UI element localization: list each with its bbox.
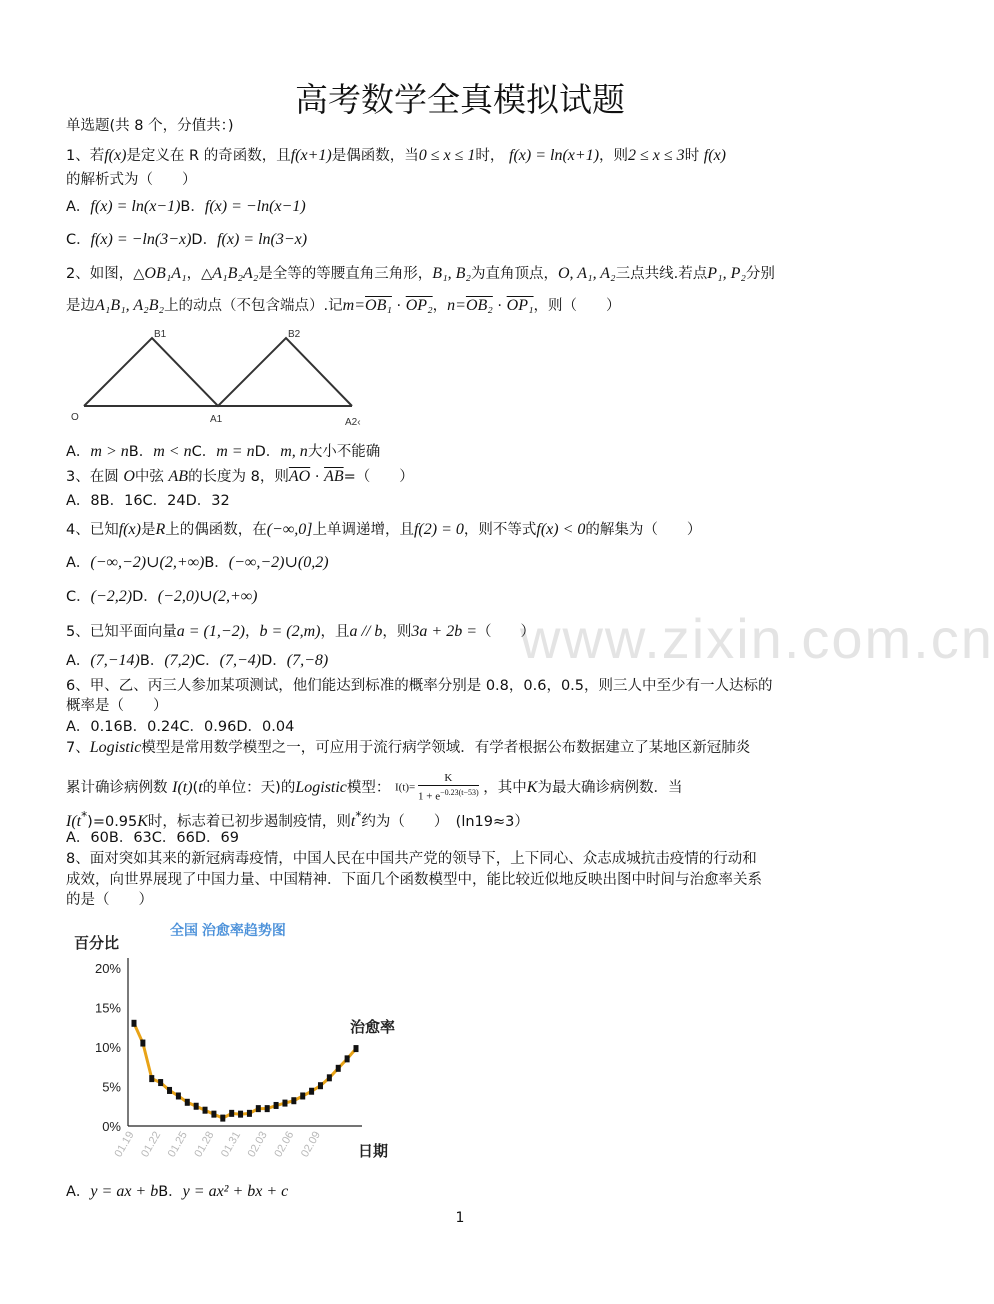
q3-line: 3、在圆 O中弦 AB的长度为 8，则$\overline{AO} \cdot \overline{AB}=$（ ） <box>66 468 414 485</box>
data-point <box>132 1020 137 1027</box>
q4-line: 4、已知f(x)是R上的偶函数，在(−∞,0]上单调递增，且f(2) = 0，则不等式f(x) < 0的解集为（ ） <box>66 521 702 538</box>
data-point <box>203 1107 208 1114</box>
y-tick-label: 10% <box>94 1040 121 1055</box>
x-tick-label: 01.31 <box>219 1129 244 1160</box>
q2-line2: 是边A₁B₁, A₂B₂上的动点（不包含端点）.记m=OB₁ · OP₂，n=OB₂ · OP₁，则（ ） <box>66 297 621 314</box>
q1-line1: 1、若f(x)是定义在 R 的奇函数，且f(x+1)是偶函数，当0 ≤ x ≤ 1时， f(x) = ln(x+1)，则2 ≤ x ≤ 3时 f(x) <box>66 147 726 164</box>
x-tick-label: 02.09 <box>298 1129 324 1160</box>
q2-triangle-figure <box>66 326 366 430</box>
q2-line1: 2、如图，△OB₁A₁，△A₁B₂A₂是全等的等腰直角三角形，B₁, B₂为直角顶点，O, A₁, A₂三点共线.若点P₁, P₂分别 <box>66 265 775 282</box>
label-O: O <box>71 412 79 423</box>
q7-line3: I(t*)=0.95K时，标志着已初步遏制疫情，则t*约为（ ） (ln19≈3） <box>66 809 529 830</box>
q1-options-cd: C．f(x) = −ln(3−x)D．f(x) = ln(3−x) <box>66 231 308 248</box>
data-point <box>265 1105 270 1112</box>
x-tick-label: 02.03 <box>245 1129 270 1160</box>
data-point <box>345 1055 350 1062</box>
chart-xlabel: 日期 <box>358 1143 389 1160</box>
data-point <box>318 1082 323 1089</box>
x-tick-label: 02.06 <box>272 1129 297 1160</box>
data-point <box>211 1111 216 1118</box>
q8-options: A．y = ax + bB．y = ax² + bx + c <box>66 1183 289 1200</box>
y-tick-label: 5% <box>102 1079 121 1095</box>
data-point <box>140 1040 145 1047</box>
q6-line2: 概率是（ ） <box>66 698 168 714</box>
chart-ylabel: 百分比 <box>74 935 120 952</box>
q2-options: A．m > nB．m < nC．m = nD．m, n大小不能确 <box>66 443 381 460</box>
data-point <box>220 1115 225 1122</box>
q3-options: A．8B．16C．24D．32 <box>66 493 230 509</box>
label-B2: B2 <box>288 329 301 340</box>
watermark: www.zixin.com.cn <box>520 607 994 670</box>
q5-options: A．(7,−14)B．(7,2)C．(7,−4)D．(7,−8) <box>66 652 329 669</box>
data-point <box>327 1074 332 1081</box>
data-point <box>247 1110 252 1117</box>
cure-rate-chart <box>66 914 426 1174</box>
label-A2: A2‹ <box>345 417 361 428</box>
y-tick-label: 15% <box>94 1000 121 1016</box>
data-point <box>238 1111 243 1118</box>
series-line-cure-rate <box>134 1023 356 1118</box>
data-point <box>354 1045 359 1052</box>
x-tick-label: 01.25 <box>165 1129 190 1160</box>
q4-options-cd: C．(−2,2)D．(−2,0)∪(2,+∞) <box>66 588 258 605</box>
chart-title: 全国 治愈率趋势图 <box>170 922 286 938</box>
data-point <box>300 1092 305 1099</box>
section-header: 单选题(共 8 个，分值共：) <box>66 118 234 134</box>
data-point <box>176 1092 181 1099</box>
q1-options-ab: A．f(x) = ln(x−1)B．f(x) = −ln(x−1) <box>66 198 306 215</box>
q8-line2: 成效，向世界展现了中国力量、中国精神．下面几个函数模型中，能比较近似地反映出图中时间与治愈率关系 <box>66 872 762 888</box>
data-point <box>309 1088 314 1095</box>
label-A1: A1 <box>210 414 223 425</box>
y-tick-label: 20% <box>94 961 121 976</box>
data-point <box>167 1087 172 1094</box>
x-tick-label: 01.28 <box>192 1129 217 1160</box>
q8-line1: 8、面对突如其来的新冠病毒疫情，中国人民在中国共产党的领导下，上下同心、众志成城抗击疫情的行动和 <box>66 851 757 867</box>
page-title: 高考数学全真模拟试题 <box>295 80 625 119</box>
data-point <box>256 1105 261 1112</box>
data-point <box>185 1099 190 1106</box>
q1-line2: 的解析式为（ ） <box>66 172 197 188</box>
q7-line2: 累计确诊病例数 I(t)(t的单位：天)的Logistic模型： I(t)= $\frac{K}{1 + e^{-0.23(t-53)}}$ ，其中K为最大确诊病例数．当 <box>66 772 683 803</box>
q5-line: 5、已知平面向量a = (1,−2)，b = (2,m)，且a // b，则3a + 2b =（ ） <box>66 623 535 640</box>
data-point <box>282 1100 287 1107</box>
q4-options-ab: A．(−∞,−2)∪(2,+∞)B．(−∞,−2)∪(0,2) <box>66 554 329 571</box>
data-point <box>336 1065 341 1072</box>
q7-options: A．60B．63C．66D．69 <box>66 830 239 846</box>
data-point <box>194 1103 199 1110</box>
q6-line1: 6、甲、乙、丙三人参加某项测试，他们能达到标准的概率分别是 0.8，0.6，0.5，则三人中至少有一人达标的 <box>66 678 773 694</box>
data-point <box>158 1079 163 1086</box>
q7-line1: 7、Logistic模型是常用数学模型之一，可应用于流行病学领域．有学者根据公布数据建立了某地区新冠肺炎 <box>66 739 751 756</box>
label-B1: B1 <box>154 329 167 340</box>
data-point <box>149 1075 154 1082</box>
x-tick-label: 01.22 <box>139 1129 164 1160</box>
data-point <box>229 1110 234 1117</box>
series-label: 治愈率 <box>350 1019 396 1036</box>
page-number: 1 <box>455 1210 465 1226</box>
q6-options: A．0.16B．0.24C．0.96D．0.04 <box>66 719 295 735</box>
data-point <box>291 1097 296 1104</box>
y-tick-label: 0% <box>102 1119 121 1134</box>
q8-line3: 的是（ ） <box>66 892 153 908</box>
x-tick-label: 01.19 <box>112 1129 137 1160</box>
data-point <box>274 1102 279 1109</box>
